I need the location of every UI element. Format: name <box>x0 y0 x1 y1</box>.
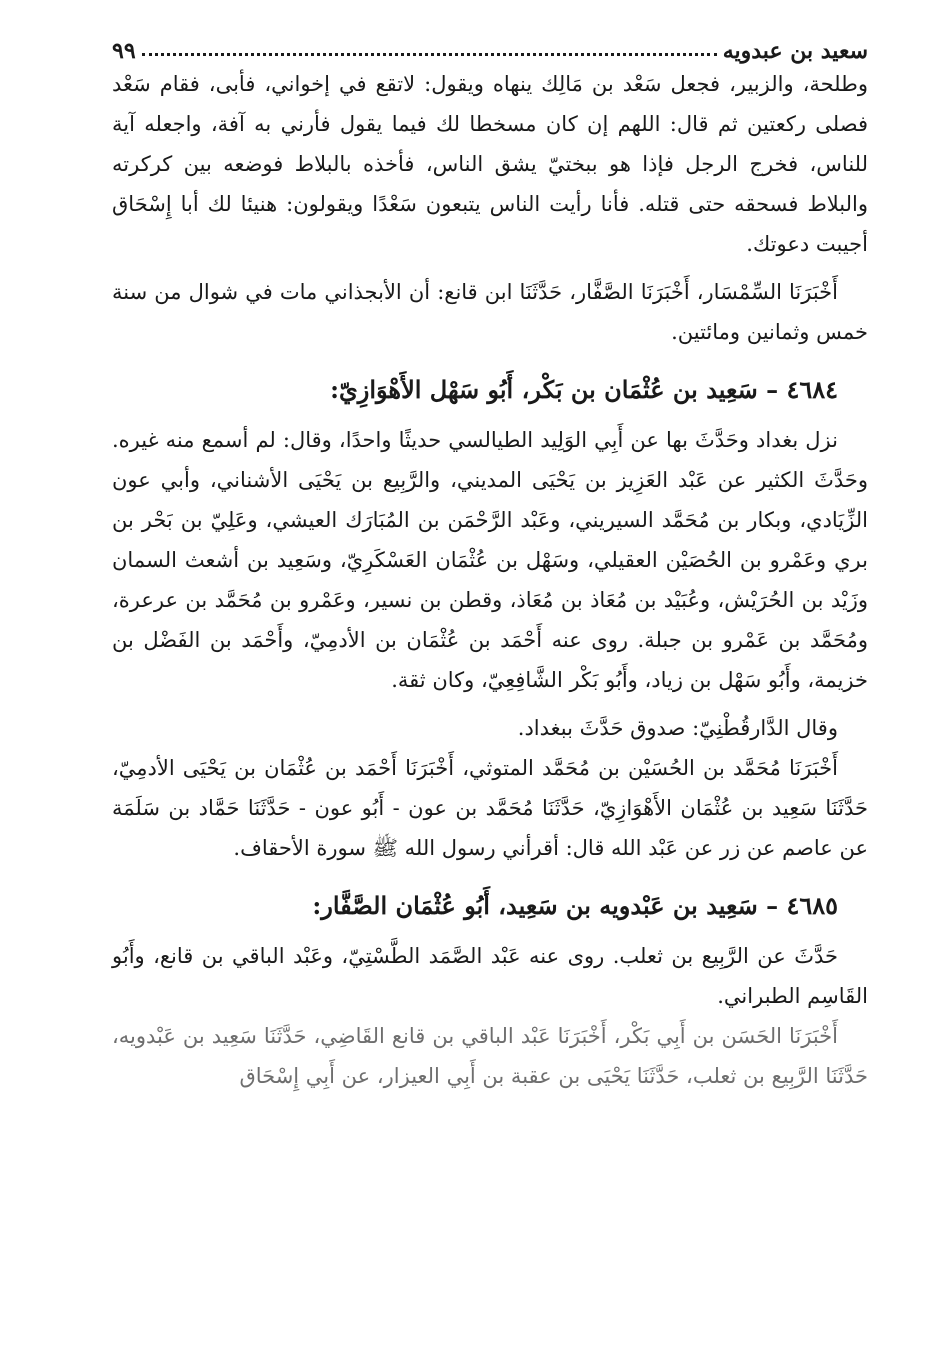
entry-4685-hadith: أَخْبَرَنَا الحَسَن بن أَبِي بَكْر، أَخْبَرَنَا عَبْد الباقي بن قانع القَاضِي، حَدَّثَنَا سَعِيد بن عَبْدويه، حَدَّثَنَا الرَّبِيع بن ثعلب، حَدَّثَنَا يَحْيَى بن عقبة بن أَبِي العيزار، عن أَبِي إِسْحَاق <box>112 1024 868 1088</box>
entry-4684-hadith: أَخْبَرَنَا مُحَمَّد بن الحُسَيْن بن مُحَمَّد المتوثي، أَخْبَرَنَا أَحْمَد بن عُثْمَان بن يَحْيَى الأدمِيّ، حَدَّثَنَا سَعِيد بن عُثْمَان الأَهْوَازِيّ، حَدَّثَنَا مُحَمَّد بن عون - أَبُو عون - حَدَّثَنَا حَمَّاد بن سَلَمَة عن عاصم عن زر عن عَبْد الله قال: أقرأني رسول الله ﷺ سورة الأحقاف. <box>112 756 868 860</box>
page-number: ٩٩ <box>112 38 136 64</box>
entry-4684-daraqutni-quote: وقال الدَّارقُطْنِيّ: صدوق حَدَّثَ ببغداد. <box>517 716 838 740</box>
book-page <box>112 24 868 1096</box>
paragraph-continuation: وطلحة، والزبير، فجعل سَعْد بن مَالِك ينهاه ويقول: لاتقع في إخواني، فأبى، فقام سَعْد فصلى ركعتين ثم قال: اللهم إن كان مسخطا لك فيما يقول فأرني به آفة، واجعله آية للناس، فخرج الرجل فإذا هو ببختيّ يشق الناس، فأخذه بالبلاط فوضعه بين كركرته والبلاط فسحقه حتى قتله. فأنا رأيت الناس يتبعون سَعْدًا ويقولون: هنيئا لك أبا إِسْحَاق أجيبت دعوتك. <box>112 72 868 256</box>
running-title: سعيد بن عبدويه <box>722 38 868 64</box>
entry-heading-4685: ٤٦٨٥ – سَعِيد بن عَبْدويه بن سَعِيد، أَبُو عُثْمَان الصَّفَّار: <box>312 891 838 920</box>
dotted-leader <box>142 53 717 56</box>
page-header <box>112 24 868 64</box>
entry-heading-4684: ٤٦٨٤ – سَعِيد بن عُثْمَان بن بَكْر، أَبُو سَهْل الأَهْوَازِيّ: <box>330 375 838 404</box>
paragraph-isnad: أَخْبَرَنَا السِّمْسَار، أَخْبَرَنَا الصَّفَّار، حَدَّثَنَا ابن قانع: أن الأبجذاني مات في شوال من سنة خمس وثمانين ومائتين. <box>112 280 868 344</box>
entry-4684-biography: نزل بغداد وحَدَّثَ بها عن أَبِي الوَلِيد الطيالسي حديثًا واحدًا، وقال: لم أسمع منه غيره. وحَدَّثَ الكثير عن عَبْد العَزِيز بن يَحْيَى المديني، والرَّبِيع بن يَحْيَى الأشناني، وأبي عون الزِّيَادي، وبكار بن مُحَمَّد السيريني، وعَبْد الرَّحْمَن بن المُبَارَك العيشي، وعَلِيّ بن بَحْر بن بري وعَمْرو بن الحُصَيْن العقيلي، وسَهْل بن عُثْمَان العَسْكَرِيّ، وسَعِيد بن أشعث السمان وزَيْد بن الحُرَيْش، وعُبَيْد بن مُعَاذ بن مُعَاذ، وقطن بن نسير، وعَمْرو بن مُحَمَّد بن عرعرة، ومُحَمَّد بن عَمْرو بن جبلة. روى عنه أَحْمَد بن عُثْمَان بن الأدمِيّ، وأَحْمَد بن الفَضْل بن خزيمة، وأَبُو سَهْل بن زياد، وأَبُو بَكْر الشَّافِعِيّ، وكان ثقة. <box>112 428 868 692</box>
entry-4685-biography: حَدَّثَ عن الرَّبِيع بن ثعلب. روى عنه عَبْد الصَّمَد الطَّسْتِيّ، وعَبْد الباقي بن قانع، وأَبُو القَاسِم الطبراني. <box>112 944 868 1008</box>
